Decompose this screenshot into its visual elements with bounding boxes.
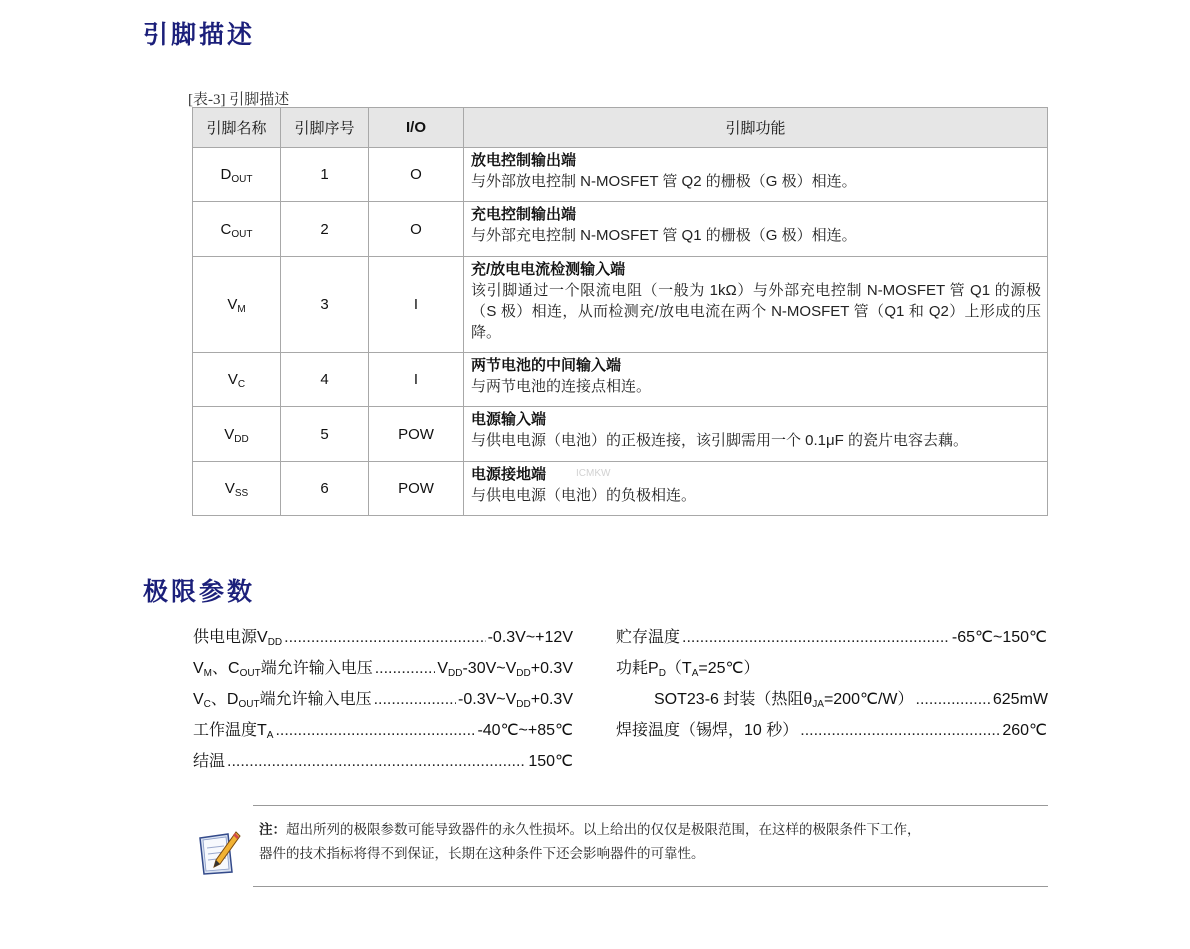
note-pencil-icon bbox=[196, 828, 242, 880]
pin-name-cell: $V_M$ bbox=[193, 257, 281, 353]
function-description: 与外部放电控制 N-MOSFET 管 Q2 的栅极（G 极）相连。 bbox=[471, 173, 857, 190]
pin-io-cell: O bbox=[369, 148, 464, 202]
limit-operating-temperature: 工作温度$T_A$ ..... -40℃~+85℃ bbox=[193, 720, 573, 742]
function-title: 充/放电电流检测输入端 bbox=[471, 261, 626, 278]
pin-function-cell bbox=[464, 407, 1048, 462]
table-row bbox=[193, 148, 1048, 202]
pin-name-cell: $C_{OUT}$ bbox=[193, 202, 281, 257]
pin-function-cell bbox=[464, 257, 1048, 353]
limit-junction-temperature: 结温 ..... 150℃ bbox=[193, 751, 573, 773]
note-text bbox=[259, 818, 1049, 866]
function-title: 两节电池的中间输入端 bbox=[471, 357, 622, 374]
limit-solder-temperature: 焊接温度（锡焊，10 秒） ..... 260℃ bbox=[616, 720, 1047, 742]
note-top-rule bbox=[253, 805, 1048, 806]
function-description: 与供电电源（电池）的正极连接，该引脚需用一个 0.1μF 的瓷片电容去藕。 bbox=[471, 432, 968, 449]
pin-number-cell: 6 bbox=[281, 462, 369, 516]
pin-io-cell: I bbox=[369, 257, 464, 353]
pin-description-table bbox=[192, 107, 1048, 516]
function-description: 与外部充电控制 N-MOSFET 管 Q1 的栅极（G 极）相连。 bbox=[471, 227, 857, 244]
pin-number-cell: 5 bbox=[281, 407, 369, 462]
limit-supply-voltage: 供电电源$V_{DD}$ ..... -0.3V~+12V bbox=[193, 627, 573, 649]
pin-function-cell bbox=[464, 202, 1048, 257]
function-title: 充电控制输出端 bbox=[471, 206, 577, 223]
limit-vc-dout-voltage: $V_C$、$D_{OUT}$端允许输入电压 ..... $-0.3V\sim V_{DD}+0.3V$ bbox=[193, 689, 573, 711]
limit-vm-cout-voltage: $V_M$、$C_{OUT}$端允许输入电压 ..... $V_{DD}-30V\sim V_{DD}+0.3V$ bbox=[193, 658, 573, 680]
note-bottom-rule bbox=[253, 886, 1048, 887]
pin-name-cell: $V_{DD}$ bbox=[193, 407, 281, 462]
function-description: 该引脚通过一个限流电阻（一般为 1kΩ）与外部充电控制 N-MOSFET 管 Q1 的源极（S 极）相连，从而检测充/放电电流在两个 N-MOSFET 管（Q1 和 Q2）上形成的压降。 bbox=[471, 282, 1041, 341]
table-caption: [表-3] 引脚描述 bbox=[188, 92, 290, 108]
table-row bbox=[193, 353, 1048, 407]
limit-power-dissipation: 功耗$P_D(T_A=25℃)$ bbox=[616, 660, 760, 679]
function-title: 电源接地端 bbox=[471, 466, 547, 483]
pin-io-cell: POW bbox=[369, 462, 464, 516]
pin-io-cell: O bbox=[369, 202, 464, 257]
table-row bbox=[193, 462, 1048, 516]
pin-name-cell: $V_C$ bbox=[193, 353, 281, 407]
pin-io-cell: I bbox=[369, 353, 464, 407]
function-title: 放电控制输出端 bbox=[471, 152, 577, 169]
header-io: I/O bbox=[369, 108, 464, 148]
header-pin-function: 引脚功能 bbox=[464, 108, 1048, 148]
header-pin-number: 引脚序号 bbox=[281, 108, 369, 148]
note-line-1: 注：超出所列的极限参数可能导致器件的永久性损坏。以上给出的仅仅是极限范围，在这样的极限条件下工作， bbox=[259, 822, 921, 838]
pin-function-cell bbox=[464, 353, 1048, 407]
pin-name-cell: $V_{SS}$ bbox=[193, 462, 281, 516]
limit-storage-temperature: 贮存温度 ..... -65℃~150℃ bbox=[616, 627, 1047, 649]
table-row bbox=[193, 407, 1048, 462]
note-line-2: 器件的技术指标将得不到保证，长期在这种条件下还会影响器件的可靠性。 bbox=[259, 846, 705, 862]
pin-description-title: 引脚描述 bbox=[143, 20, 256, 49]
pin-number-cell: 4 bbox=[281, 353, 369, 407]
header-pin-name: 引脚名称 bbox=[193, 108, 281, 148]
table-row bbox=[193, 257, 1048, 353]
function-description: 与两节电池的连接点相连。 bbox=[471, 378, 652, 395]
function-title: 电源输入端 bbox=[471, 411, 547, 428]
pin-name-cell: $D_{OUT}$ bbox=[193, 148, 281, 202]
pin-number-cell: 2 bbox=[281, 202, 369, 257]
pin-number-cell: 1 bbox=[281, 148, 369, 202]
pin-io-cell: POW bbox=[369, 407, 464, 462]
pin-function-cell bbox=[464, 462, 1048, 516]
table-header-row bbox=[193, 108, 1048, 148]
limit-package-power: SOT23-6 封装（热阻$\theta_{JA}=200℃/W$） ..... 625mW bbox=[654, 689, 1048, 711]
pin-function-cell bbox=[464, 148, 1048, 202]
pin-number-cell: 3 bbox=[281, 257, 369, 353]
absolute-limits-title: 极限参数 bbox=[143, 577, 256, 606]
watermark: ICMKW bbox=[576, 468, 611, 479]
function-description: 与供电电源（电池）的负极相连。 bbox=[471, 487, 697, 504]
table-row bbox=[193, 202, 1048, 257]
